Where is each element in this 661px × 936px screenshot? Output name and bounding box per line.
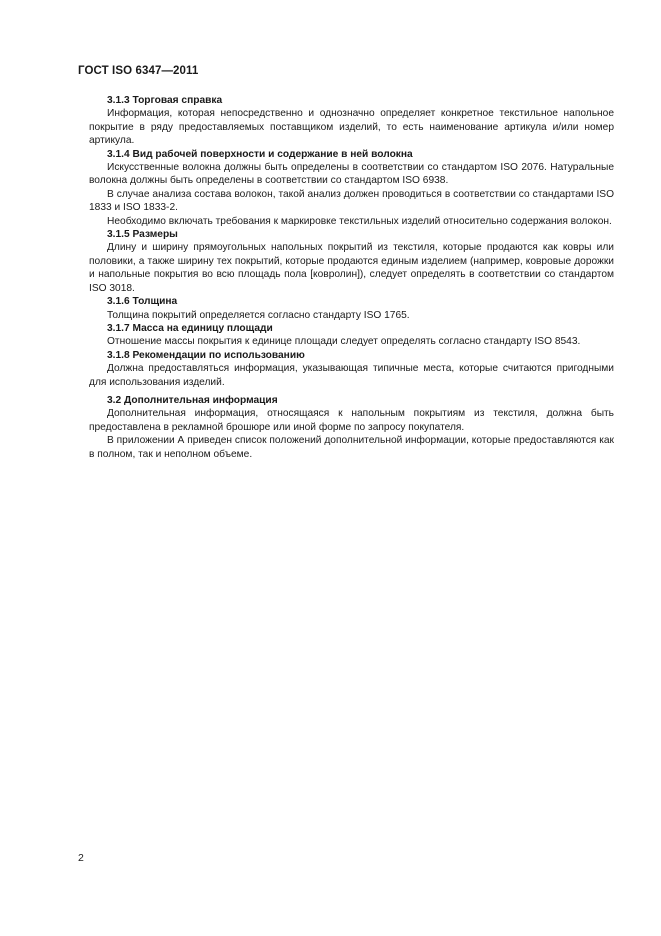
paragraph: Отношение массы покрытия к единице площади следует определять согласно стандарту ISO 8543. <box>107 336 581 348</box>
paragraph: Необходимо включать требования к маркировке текстильных изделий относительно содержания волокон. <box>107 215 612 227</box>
page-number: 2 <box>78 852 84 864</box>
section-heading-3-1-6: 3.1.6 Толщина <box>107 296 178 308</box>
section-heading-3-1-3: 3.1.3 Торговая справка <box>107 95 223 106</box>
document-body <box>89 94 614 461</box>
section-heading-3-1-4: 3.1.4 Вид рабочей поверхности и содержание в ней волокна <box>107 148 413 160</box>
section-heading-3-2: 3.2 Дополнительная информация <box>107 394 278 406</box>
section-heading-3-1-8: 3.1.8 Рекомендации по использованию <box>107 349 305 361</box>
section-heading-3-1-7: 3.1.7 Масса на единицу площади <box>107 322 273 334</box>
paragraph: Дополнительная информация, относящаяся к напольным покрытиям из текстиля, должна быть предоставлена в рекламной брошюре или иной форме по запросу покупателя. <box>89 408 614 433</box>
paragraph: Толщина покрытий определяется согласно стандарту ISO 1765. <box>107 309 410 321</box>
document-code-header: ГОСТ ISO 6347—2011 <box>78 65 199 77</box>
paragraph: Должна предоставляться информация, указывающая типичные места, которые считаются пригодными для использования изделий. <box>89 363 614 388</box>
section-heading-3-1-5: 3.1.5 Размеры <box>107 229 178 241</box>
paragraph: Искусственные волокна должны быть определены в соответствии со стандартом ISO 2076. Натуральные волокна должны быть определены в соответствии со стандартом ISO 6938. <box>89 162 614 187</box>
paragraph: В случае анализа состава волокон, такой анализ должен проводиться в соответствии со стандартами ISO 1833 и ISO 1833-2. <box>89 188 614 214</box>
paragraph: Информация, которая непосредственно и однозначно определяет конкретное текстильное напольное покрытие в ряду предоставляемых поставщиком изделий, то есть наименование артикула и/или номер артикула. <box>89 108 614 147</box>
paragraph: В приложении А приведен список положений дополнительной информации, которые предоставляются как в полном, так и неполном объеме. <box>89 435 614 460</box>
paragraph: Длину и ширину прямоугольных напольных покрытий из текстиля, которые продаются как ковры или половики, а также ширину тех покрытий, которые продаются единым изделием (например, ковровые дорожки и напольные покрытия во всю площадь пола [ковролин]), следует определять в соответствии со стандартом ISO 3018. <box>89 242 614 294</box>
